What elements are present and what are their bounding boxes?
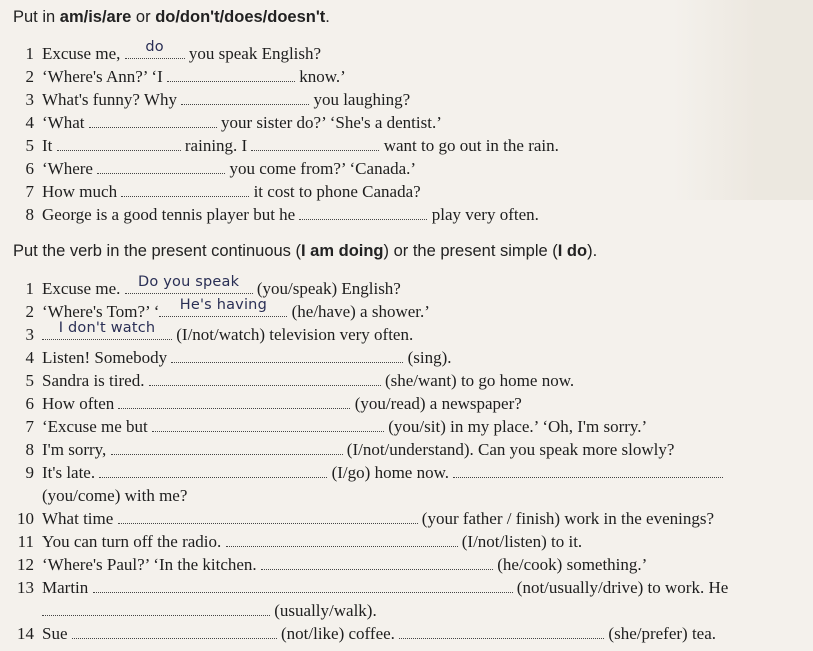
- answer-blank[interactable]: [99, 463, 327, 478]
- answer-blank[interactable]: [111, 440, 343, 455]
- s2-item-8: 8 I'm sorry, (I/not/understand). Can you speak more slowly?: [25, 440, 675, 459]
- s1-item-8: 8 George is a good tennis player but he play very often.: [25, 205, 539, 224]
- answer-blank[interactable]: [149, 371, 381, 386]
- answer-blank[interactable]: [167, 67, 295, 82]
- s2-item-2: 2 ‘Where's Tom?’ ‘ He's having (he/have) a shower.’: [25, 297, 430, 321]
- s2-item-7: 7 ‘Excuse me but (you/sit) in my place.’ ‘Oh, I'm sorry.’: [25, 417, 648, 436]
- answer-blank[interactable]: [42, 601, 270, 616]
- s2-item-12: 12 ‘Where's Paul?’ ‘In the kitchen. (he/cook) something.’: [17, 555, 648, 574]
- answer-blank[interactable]: [453, 463, 723, 478]
- answer-blank[interactable]: [93, 578, 513, 593]
- s2-item-13: 13 Martin (not/usually/drive) to work. He: [17, 578, 729, 597]
- s1-item-1: 1 Excuse me, do you speak English?: [25, 39, 322, 63]
- answer-blank[interactable]: do: [125, 44, 185, 59]
- answer-blank[interactable]: [399, 624, 604, 639]
- s1-item-5: 5 It raining. I want to go out in the rain.: [25, 136, 559, 155]
- s2-item-5: 5 Sandra is tired. (she/want) to go home now.: [25, 371, 575, 390]
- answer-blank[interactable]: I don't watch: [42, 325, 172, 340]
- s2-item-1: 1 Excuse me. Do you speak (you/speak) English?: [25, 274, 401, 298]
- answer-blank[interactable]: [181, 90, 309, 105]
- s2-item-6: 6 How often (you/read) a newspaper?: [25, 394, 522, 413]
- section1-heading: Put in am/is/are or do/don't/does/doesn't.: [13, 8, 330, 26]
- section2-heading: Put the verb in the present continuous (I am doing) or the present simple (I do).: [13, 242, 598, 260]
- s2-item-10: 10 What time (your father / finish) work in the evenings?: [17, 509, 715, 528]
- answer-blank[interactable]: [57, 136, 181, 151]
- answer-blank[interactable]: [118, 394, 350, 409]
- s1-item-6: 6 ‘Where you come from?’ ‘Canada.’: [25, 159, 417, 178]
- s2-item-14: 14 Sue (not/like) coffee. (she/prefer) tea.: [17, 624, 717, 643]
- s1-item-2: 2 ‘Where's Ann?’ ‘I know.’: [25, 67, 346, 86]
- answer-blank[interactable]: [261, 555, 493, 570]
- answer-blank[interactable]: [226, 532, 458, 547]
- s2-item-13-continued: (usually/walk).: [14, 601, 793, 621]
- s1-item-3: 3 What's funny? Why you laughing?: [25, 90, 411, 109]
- answer-blank[interactable]: [171, 348, 403, 363]
- s2-item-4: 4 Listen! Somebody (sing).: [25, 348, 452, 367]
- answer-blank[interactable]: [97, 159, 225, 174]
- answer-blank[interactable]: [152, 417, 384, 432]
- answer-blank[interactable]: [299, 205, 427, 220]
- answer-blank[interactable]: [72, 624, 277, 639]
- answer-blank[interactable]: [121, 182, 249, 197]
- s2-item-9-continued: (you/come) with me?: [42, 486, 188, 505]
- s2-item-3: 3 I don't watch (I/not/watch) television very often.: [25, 320, 414, 344]
- answer-blank[interactable]: He's having: [159, 302, 287, 317]
- s1-item-7: 7 How much it cost to phone Canada?: [25, 182, 421, 201]
- answer-blank[interactable]: [118, 509, 418, 524]
- answer-blank[interactable]: Do you speak: [125, 279, 253, 294]
- s2-item-11: 11 You can turn off the radio. (I/not/listen) to it.: [17, 532, 583, 551]
- s1-item-4: 4 ‘What your sister do?’ ‘She's a dentist.’: [25, 113, 442, 132]
- answer-blank[interactable]: [251, 136, 379, 151]
- s2-item-9: 9 It's late. (I/go) home now.: [14, 463, 793, 483]
- answer-blank[interactable]: [89, 113, 217, 128]
